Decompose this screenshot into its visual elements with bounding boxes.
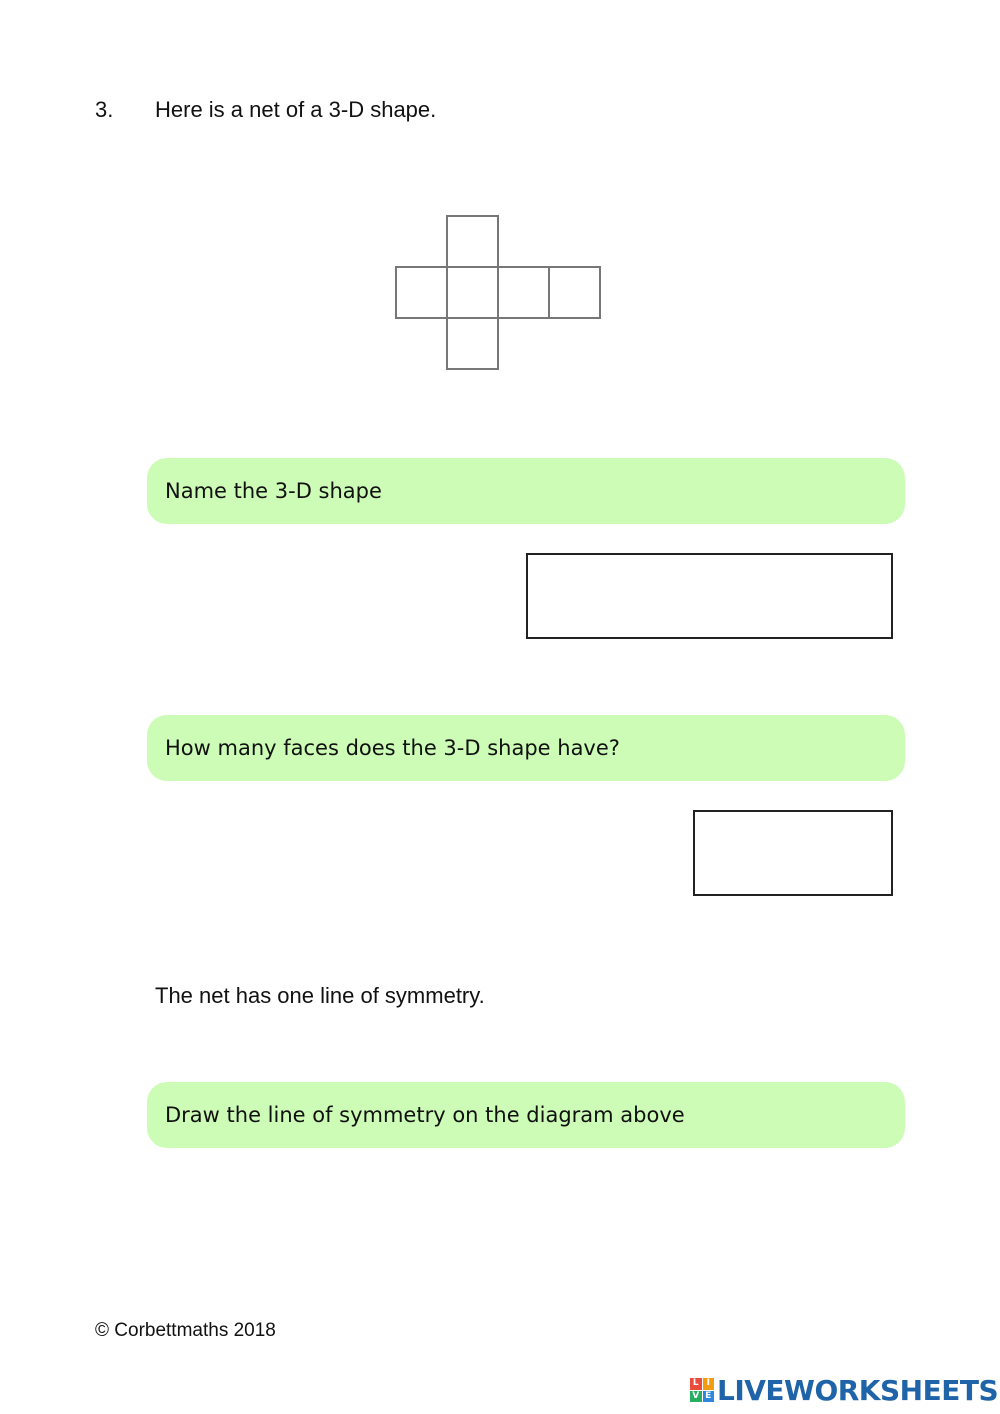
net-face-far-right bbox=[549, 267, 600, 318]
prompt-name-shape: Name the 3-D shape bbox=[147, 458, 905, 524]
net-face-right bbox=[498, 267, 549, 318]
answer-box-face-count[interactable] bbox=[693, 810, 893, 896]
net-face-center bbox=[447, 267, 498, 318]
logo-mark-letter: E bbox=[703, 1391, 715, 1403]
net-face-bottom bbox=[447, 318, 498, 369]
logo-mark-letter: V bbox=[690, 1391, 702, 1403]
logo-mark-letter: I bbox=[703, 1378, 715, 1390]
symmetry-statement: The net has one line of symmetry. bbox=[155, 983, 485, 1008]
question-number: 3. bbox=[95, 97, 114, 122]
liveworksheets-logo[interactable] bbox=[690, 1373, 998, 1407]
prompt-count-faces: How many faces does the 3-D shape have? bbox=[147, 715, 905, 781]
net-face-top bbox=[447, 216, 498, 267]
cube-net-diagram[interactable] bbox=[395, 214, 603, 371]
liveworksheets-logo-icon bbox=[690, 1378, 714, 1402]
logo-mark-letter: L bbox=[690, 1378, 702, 1390]
liveworksheets-logo-text: LIVEWORKSHEETS bbox=[717, 1373, 999, 1407]
prompt-draw-symmetry: Draw the line of symmetry on the diagram above bbox=[147, 1082, 905, 1148]
answer-box-shape-name[interactable] bbox=[526, 553, 893, 639]
net-face-left bbox=[396, 267, 447, 318]
question-text: Here is a net of a 3-D shape. bbox=[155, 97, 437, 122]
copyright-text: © Corbettmaths 2018 bbox=[95, 1320, 276, 1341]
